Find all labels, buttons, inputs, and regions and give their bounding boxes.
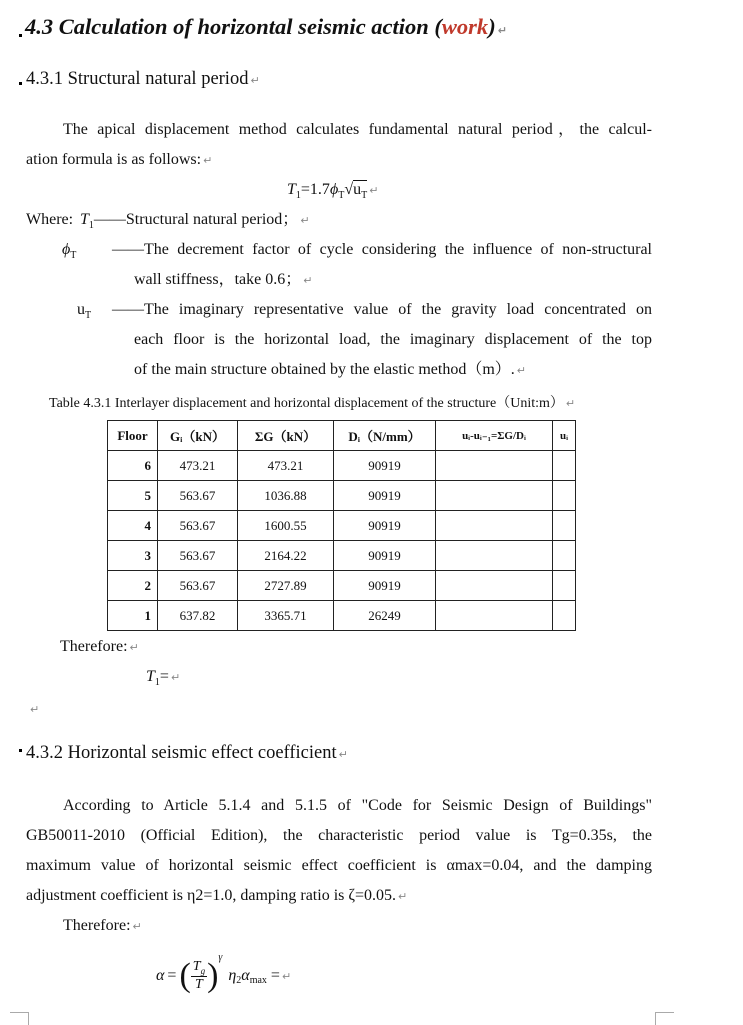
page-corner-mark bbox=[10, 1012, 29, 1025]
cell-di: 90919 bbox=[334, 571, 436, 601]
cell-gi: 563.67 bbox=[158, 481, 238, 511]
displacement-table bbox=[107, 420, 576, 631]
def-u-symbol: $u_T$ bbox=[77, 301, 92, 322]
alpha-formula[interactable]: α = ( $T_g$ T ) $^\gamma$ η $_2$ α $_{max}$ = ↵ bbox=[156, 952, 292, 994]
coefficient-paragraph bbox=[26, 791, 652, 912]
def-phi-line-1: ——The decrement factor of cycle considering the influence of non-structural bbox=[112, 241, 652, 258]
table-row bbox=[108, 601, 576, 631]
header-cell: Floor bbox=[108, 421, 158, 451]
cell-floor: 4 bbox=[108, 511, 158, 541]
t1-result-formula[interactable]: $T_1=$ ↵ bbox=[146, 668, 181, 689]
cell-di: 90919 bbox=[334, 511, 436, 541]
coef-line-1: According to Article 5.1.4 and 5.1.5 of "Code for Seismic Design of Buildings" bbox=[63, 797, 652, 814]
def-u-line-3: of the main structure obtained by the elastic method（m）. ↵ bbox=[134, 361, 527, 378]
table-row bbox=[108, 451, 576, 481]
cell-interlayer[interactable] bbox=[436, 601, 553, 631]
cell-ui[interactable] bbox=[553, 571, 576, 601]
cell-sum-g: 1036.88 bbox=[238, 481, 334, 511]
cell-sum-g: 1600.55 bbox=[238, 511, 334, 541]
where-label: Where: bbox=[26, 211, 74, 228]
period-formula: $T_1=1.7\phi_T√u_T$ ↵ bbox=[287, 181, 379, 202]
cell-sum-g: 473.21 bbox=[238, 451, 334, 481]
cell-interlayer[interactable] bbox=[436, 511, 553, 541]
intro-paragraph bbox=[26, 115, 652, 176]
cell-ui[interactable] bbox=[553, 451, 576, 481]
table-row bbox=[108, 481, 576, 511]
cell-sum-g: 2164.22 bbox=[238, 541, 334, 571]
bullet-marker bbox=[19, 34, 22, 37]
cell-ui[interactable] bbox=[553, 481, 576, 511]
def-phi-text bbox=[112, 235, 652, 296]
cell-di: 90919 bbox=[334, 481, 436, 511]
table-row bbox=[108, 541, 576, 571]
cell-gi: 563.67 bbox=[158, 541, 238, 571]
header-cell: uᵢ-uᵢ₋₁=ΣG/Dᵢ bbox=[436, 421, 553, 451]
def-u-text bbox=[112, 295, 652, 386]
cell-sum-g: 3365.71 bbox=[238, 601, 334, 631]
cell-sum-g: 2727.89 bbox=[238, 571, 334, 601]
table-header-row bbox=[108, 421, 576, 451]
cell-di: 26249 bbox=[334, 601, 436, 631]
cell-gi: 637.82 bbox=[158, 601, 238, 631]
section-heading-4-3-1: 4.3.1 Structural natural period ↵ bbox=[26, 69, 260, 89]
page-corner-mark bbox=[655, 1012, 674, 1025]
cell-ui[interactable] bbox=[553, 511, 576, 541]
cell-interlayer[interactable] bbox=[436, 451, 553, 481]
section-heading-4-3-2: 4.3.2 Horizontal seismic effect coefficient ↵ bbox=[26, 743, 348, 763]
cell-di: 90919 bbox=[334, 451, 436, 481]
cell-ui[interactable] bbox=[553, 541, 576, 571]
def-phi-symbol: $\phi_T$ bbox=[62, 241, 77, 262]
section-heading-4-3: 4.3 Calculation of horizontal seismic action (work) ↵ bbox=[25, 14, 507, 39]
def-u-line-2: each floor is the horizontal load, the imaginary displacement of the top bbox=[134, 331, 652, 348]
intro-line-2: ation formula is as follows: ↵ bbox=[26, 151, 213, 168]
header-cell: ΣG（kN） bbox=[238, 421, 334, 451]
header-cell: uᵢ bbox=[553, 421, 576, 451]
table-caption: Table 4.3.1 Interlayer displacement and horizontal displacement of the structure（Unit:m） ↵ bbox=[49, 396, 576, 411]
header-cell: Dᵢ（N/mm） bbox=[334, 421, 436, 451]
coef-line-2: GB50011-2010 (Official Edition), the characteristic period value is Tg=0.35s, the bbox=[26, 827, 652, 844]
cell-ui[interactable] bbox=[553, 601, 576, 631]
cell-interlayer[interactable] bbox=[436, 481, 553, 511]
cell-di: 90919 bbox=[334, 541, 436, 571]
table-row bbox=[108, 511, 576, 541]
cell-floor: 1 bbox=[108, 601, 158, 631]
paragraph-mark: ↵ bbox=[30, 703, 40, 716]
intro-line-1: The apical displacement method calculates fundamental natural period，the calcul- bbox=[63, 121, 652, 138]
cell-interlayer[interactable] bbox=[436, 571, 553, 601]
def-u-line-1: ——The imaginary representative value of the gravity load concentrated on bbox=[112, 301, 652, 318]
cell-interlayer[interactable] bbox=[436, 541, 553, 571]
def-phi-line-2: wall stiffness，take 0.6； ↵ bbox=[134, 271, 313, 288]
def-T1: $T_1——Structural$ natural period； ↵ bbox=[80, 211, 310, 232]
cell-gi: 473.21 bbox=[158, 451, 238, 481]
bullet-marker bbox=[19, 749, 22, 752]
cell-floor: 6 bbox=[108, 451, 158, 481]
cell-floor: 3 bbox=[108, 541, 158, 571]
therefore-label-2: Therefore: ↵ bbox=[63, 917, 142, 934]
cell-gi: 563.67 bbox=[158, 511, 238, 541]
cell-gi: 563.67 bbox=[158, 571, 238, 601]
bullet-marker bbox=[19, 82, 22, 85]
coef-line-3: maximum value of horizontal seismic effect coefficient is αmax=0.04, and the damping bbox=[26, 857, 652, 874]
cell-floor: 5 bbox=[108, 481, 158, 511]
cell-floor: 2 bbox=[108, 571, 158, 601]
coef-line-4: adjustment coefficient is η2=1.0, damping ratio is ζ=0.05. ↵ bbox=[26, 887, 408, 904]
therefore-label: Therefore: ↵ bbox=[60, 638, 139, 655]
header-cell: Gᵢ（kN） bbox=[158, 421, 238, 451]
table-row bbox=[108, 571, 576, 601]
